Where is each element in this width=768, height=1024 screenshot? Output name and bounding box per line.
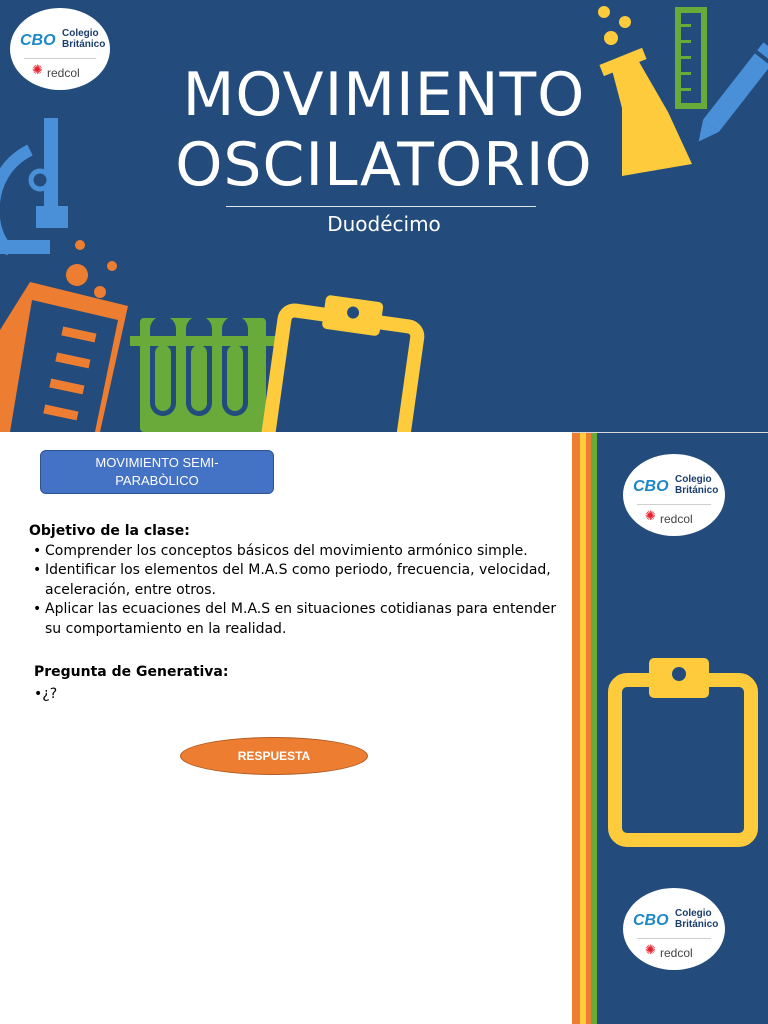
- school-logo: [623, 454, 725, 536]
- question-item: •¿?: [34, 686, 58, 702]
- objective-heading: Objetivo de la clase:: [29, 523, 190, 539]
- slide-subtitle: Duodécimo: [327, 212, 441, 236]
- school-name-line2: Británico: [675, 919, 719, 930]
- redcol-label: redcol: [660, 946, 693, 960]
- redcol-star-icon: ✺: [32, 63, 43, 78]
- title-slide: [0, 0, 768, 432]
- topic-button[interactable]: MOVIMIENTO SEMI-PARABÒLICO: [40, 450, 274, 494]
- slide-title-line2: OSCILATORIO: [175, 130, 593, 200]
- redcol-label: redcol: [47, 66, 80, 80]
- school-logo: [623, 888, 725, 970]
- logo-divider: [637, 938, 711, 939]
- panel-divider-line: [572, 432, 768, 433]
- cbo-logo-mark: CBO: [20, 32, 56, 49]
- objectives-block: [29, 522, 559, 639]
- school-name-line2: Británico: [62, 39, 106, 50]
- ruler-icon: [678, 10, 704, 106]
- objective-item: • Aplicar las ecuaciones del M.A.S en situaciones cotidianas para entender su comportamiento en la realidad.: [31, 600, 559, 639]
- bubble-icon: [75, 240, 85, 250]
- school-name-line2: Británico: [675, 485, 719, 496]
- beaker-icon: [0, 282, 128, 432]
- redcol-star-icon: ✺: [645, 509, 656, 524]
- bubble-icon: [66, 264, 88, 286]
- clipboard-icon: [265, 289, 421, 432]
- objectives-list: [29, 542, 559, 640]
- bubble-icon: [94, 286, 106, 298]
- title-divider: [226, 206, 536, 207]
- redcol-label: redcol: [660, 512, 693, 526]
- school-name-line1: Colegio: [675, 474, 712, 485]
- lesson-slide: [0, 432, 768, 1024]
- slide-title-line1: MOVIMIENTO: [182, 60, 586, 130]
- cbo-logo-mark: CBO: [633, 912, 669, 929]
- clipboard-icon: [597, 658, 768, 858]
- redcol-star-icon: ✺: [645, 943, 656, 958]
- question-heading: Pregunta de Generativa:: [34, 664, 229, 680]
- cbo-logo-mark: CBO: [633, 478, 669, 495]
- logo-divider: [637, 504, 711, 505]
- stripe-orange: [572, 432, 580, 1024]
- objective-item: • Comprender los conceptos básicos del movimiento armónico simple.: [31, 542, 559, 562]
- bubble-icon: [107, 261, 117, 271]
- school-name-line1: Colegio: [62, 28, 99, 39]
- objective-item: • Identificar los elementos del M.A.S como periodo, frecuencia, velocidad, aceleración, entre otros.: [31, 561, 559, 600]
- school-name-line1: Colegio: [675, 908, 712, 919]
- right-side-panel: [597, 432, 768, 1024]
- test-tubes-icon: [130, 316, 276, 432]
- answer-button[interactable]: RESPUESTA: [180, 737, 368, 775]
